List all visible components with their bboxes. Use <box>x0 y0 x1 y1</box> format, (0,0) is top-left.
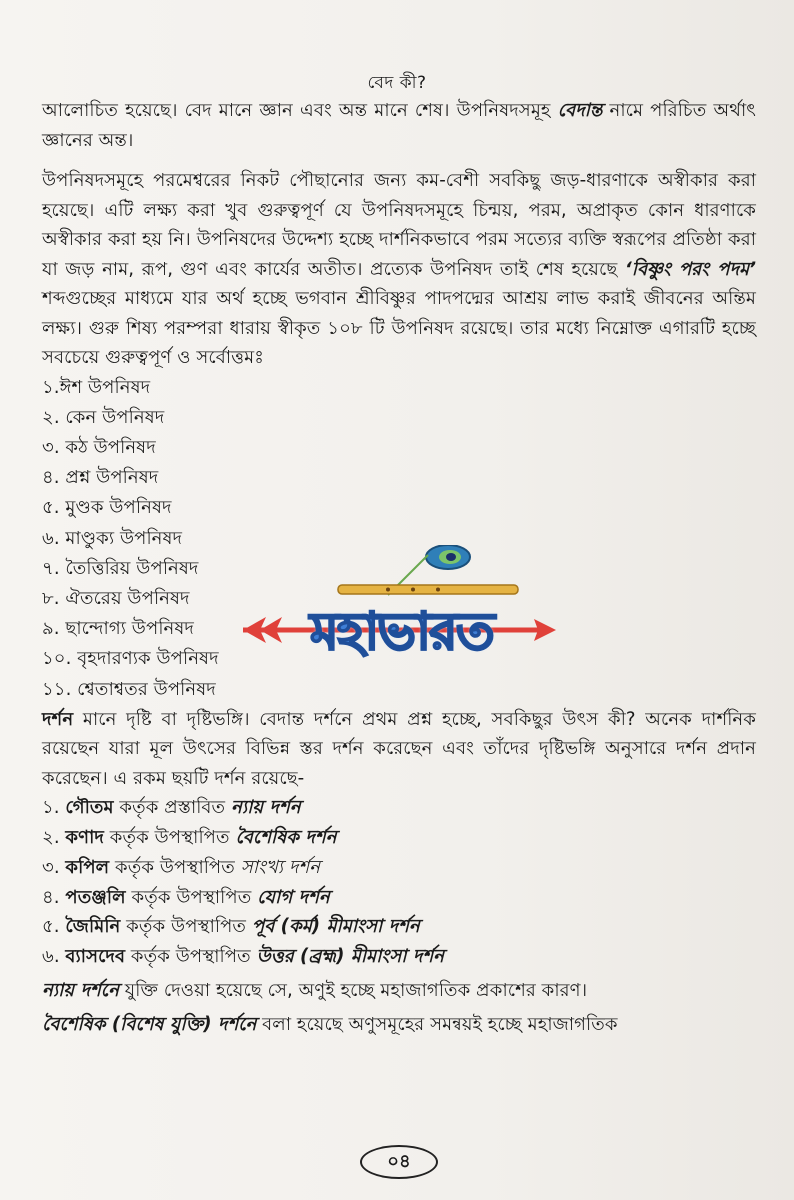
item-author: ব্যাসদেব <box>65 946 126 968</box>
paragraph-2-emphasis: ‘বিষ্ণুং পরং পদম’ <box>624 258 757 280</box>
list-item <box>42 793 756 823</box>
item-number: ৩. <box>42 856 60 878</box>
page-number <box>360 1145 438 1179</box>
paragraph-4 <box>42 976 756 1006</box>
paragraph-5 <box>42 1010 756 1040</box>
paragraph-2-tail: শব্দগুচ্ছের মাধ্যমে যার অর্থ হচ্ছে ভগবান শ্রীবিষ্ণুর পাদপদ্মের আশ্রয় লাভ করাই জীবনের অন্তিম লক্ষ্য। গুরু শিষ্য পরম্পরা ধারায় স্বীকৃত ১০৮ টি উপনিষদ রয়েছে। তার মধ্যে নিম্নোক্ত এগারটি হচ্ছে সবচেয়ে গুরুত্বপূর্ণ ও সর্বোত্তমঃ <box>42 288 756 368</box>
item-darshan-name: সাংখ্য দর্শন <box>240 856 320 878</box>
page-header: বেদ কী? <box>367 73 427 93</box>
paragraph-4-emphasis: ন্যায় দর্শনে <box>42 980 119 1002</box>
item-author: পতঞ্জলি <box>65 886 126 908</box>
paragraph-3 <box>42 705 756 794</box>
list-item <box>42 912 756 942</box>
list-item: ৯. ছান্দোগ্য উপনিষদ <box>42 618 194 640</box>
item-author: জৈমিনি <box>65 916 121 938</box>
item-darshan-name: যোগ দর্শন <box>257 886 330 908</box>
paragraph-1-emphasis: বেদান্ত <box>557 100 603 121</box>
paragraph-5-emphasis: বৈশেষিক (বিশেষ যুক্তি) দর্শনে <box>42 1013 257 1035</box>
item-author: কপিল <box>65 856 110 878</box>
item-number: ১. <box>42 797 60 819</box>
paragraph-5-text: বলা হয়েছে অণুসমূহের সমন্বয়ই হচ্ছে মহাজাগতিক <box>256 1013 618 1035</box>
list-item <box>42 942 756 972</box>
list-item: ১.ঈশ উপনিষদ <box>42 376 151 398</box>
item-number: ২. <box>42 827 60 849</box>
item-verb: কর্তৃক প্রস্তাবিত <box>113 797 231 819</box>
list-item: ৬. মাণ্ডুক্য উপনিষদ <box>42 527 183 549</box>
item-verb: কর্তৃক উপস্থাপিত <box>103 827 236 849</box>
item-number: ৪. <box>42 886 60 908</box>
item-verb: কর্তৃক উপস্থাপিত <box>120 916 252 938</box>
list-item: ৮. ঐতরেয় উপনিষদ <box>42 587 190 609</box>
paragraph-4-text: যুক্তি দেওয়া হয়েছে সে, অণুই হচ্ছে মহাজাগতিক প্রকাশের কারণ। <box>118 980 588 1002</box>
upanishad-list <box>42 373 756 705</box>
spacer <box>42 155 756 166</box>
item-verb: কর্তৃক উপস্থাপিত <box>125 886 258 908</box>
paragraph-1-text: আলোচিত হয়েছে। বেদ মানে জ্ঞান এবং অন্ত মানে শেষ। উপনিষদসমূহ <box>42 100 558 121</box>
body-text <box>42 96 756 1039</box>
darshan-list <box>42 793 756 972</box>
list-item: ৭. তৈত্তিরিয় উপনিষদ <box>42 557 199 579</box>
list-item: ৩. কঠ উপনিষদ <box>42 436 156 458</box>
paragraph-1 <box>42 96 756 155</box>
item-darshan-name: পূর্ব (কর্ম) মীমাংসা দর্শন <box>251 916 420 938</box>
item-darshan-name: বৈশেষিক দর্শন <box>235 827 337 849</box>
paragraph-1-tail: নামে পরিচিত অর্থাৎ জ্ঞানের অন্ত। <box>42 100 756 151</box>
paragraph-2 <box>42 166 756 373</box>
item-number: ৫. <box>42 916 60 938</box>
paragraph-2-text: উপনিষদসমূহে পরমেশ্বরের নিকট পৌছানোর জন্য কম-বেশী সবকিছু জড়-ধারণাকে অস্বীকার করা হয়েছে। এটি লক্ষ্য করা খুব গুরুত্বপূর্ণ যে উপনিষদসমূহে চিন্ময়, পরম, অপ্রাকৃত কোন ধারণাকে অস্বীকার করা হয় নি। উপনিষদের উদ্দেশ্য হচ্ছে দার্শনিকভাবে পরম সত্যের ব্যক্তি স্বরূপের প্রতিষ্ঠা করা যা জড় নাম, রূপ, গুণ এবং কার্যের অতীত। প্রত্যেক উপনিষদ তাই শেষ হয়েছে <box>42 170 756 280</box>
list-item: ৫. মুণ্ডক উপনিষদ <box>42 497 172 519</box>
paragraph-3-text: মানে দৃষ্টি বা দৃষ্টিভঙ্গি। বেদান্ত দর্শনে প্রথম প্রশ্ন হচ্ছে, সবকিছুর উৎস কী? অনেক দার্শনিক রয়েছেন যারা মূল উৎসের বিভিন্ন স্তর দর্শন করেছেন এবং তাঁদের দৃষ্টিভঙ্গি অনুসারে দর্শন প্রদান করেছেন। এ রকম ছয়টি দর্শন রয়েছে- <box>42 708 756 789</box>
list-item <box>42 883 756 913</box>
page-number-text: ০৪ <box>387 1150 411 1172</box>
list-item: ১০. বৃহদারণ্যক উপনিষদ <box>42 648 219 670</box>
item-verb: কর্তৃক উপস্থাপিত <box>109 856 241 878</box>
list-item <box>42 823 756 853</box>
watermark-text: মহাভারত <box>310 602 493 662</box>
item-darshan-name: উত্তর (ব্রহ্ম) মীমাংসা দর্শন <box>256 946 445 968</box>
list-item <box>42 853 756 883</box>
item-verb: কর্তৃক উপস্থাপিত <box>125 946 257 968</box>
list-item: ৪. প্রশ্ন উপনিষদ <box>42 467 159 489</box>
paragraph-3-lead: দর্শন <box>42 708 74 730</box>
list-item: ২. কেন উপনিষদ <box>42 406 165 428</box>
item-darshan-name: ন্যায় দর্শন <box>230 797 301 819</box>
item-author: কণাদ <box>65 827 104 849</box>
item-number: ৬. <box>42 946 60 968</box>
item-author: গৌতম <box>65 797 114 819</box>
list-item: ১১. শ্বেতাশ্বতর উপনিষদ <box>42 678 216 700</box>
